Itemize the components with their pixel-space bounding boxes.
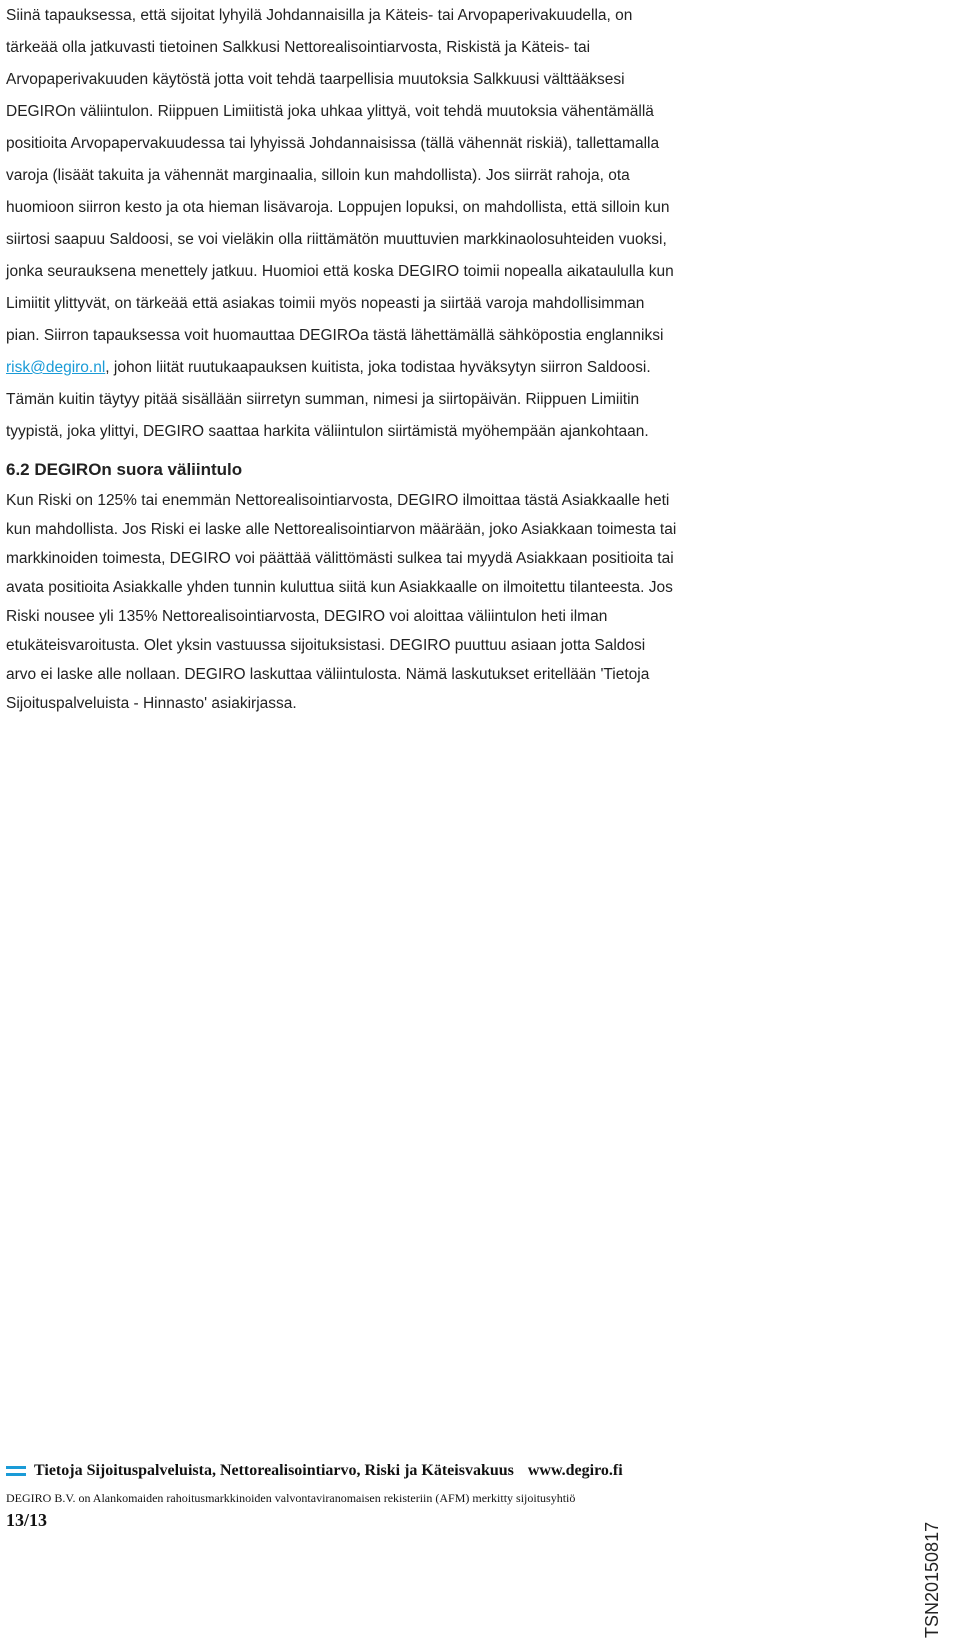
text-line: siirtosi saapuu Saldoosi, se voi vieläkin olla riittämätön muuttuvien markkinaolosuhteiden vuoksi, [6,231,667,248]
text-line: varoja (lisäät takuita ja vähennät marginaalia, silloin kun mahdollista). Jos siirrät rahoja, ota [6,167,630,184]
paragraph-direct-intervention [6,486,906,718]
page-number: 13/13 [6,1510,48,1530]
footer-title-row [6,1456,906,1486]
text-line: Siinä tapauksessa, että sijoitat lyhyilä Johdannaisilla ja Käteis- tai Arvopaperivakuudella, on [6,7,633,24]
text-line: kun mahdollista. Jos Riski ei laske alle Nettorealisointiarvon määrään, joko Asiakkaan toimesta tai [6,521,677,538]
text-line: Kun Riski on 125% tai enemmän Nettorealisointiarvosta, DEGIRO ilmoittaa tästä Asiakkaalle heti [6,492,670,509]
paragraph-margin-monitoring [6,0,906,448]
text-line: pian. Siirron tapauksessa voit huomauttaa DEGIROa tästä lähettämällä sähköpostia englanniksi [6,327,664,344]
text-line: positioita Arvopapervakuudessa tai lyhyissä Johdannaisissa (tällä vähennät riskiä), tallettamalla [6,135,660,152]
equals-logo-icon [6,1464,26,1478]
text-line: DEGIROn väliintulon. Riippuen Limiitistä joka uhkaa ylittyä, voit tehdä muutoksia vähentämällä [6,103,654,120]
text-line: tärkeää olla jatkuvasti tietoinen Salkkusi Nettorealisointiarvosta, Riskistä ja Käteis- tai [6,39,591,56]
text-line: Arvopaperivakuuden käytöstä jotta voit tehdä taarpellisia muutoksia Salkkuusi välttääksesi [6,71,625,88]
footer-title: Tietoja Sijoituspalveluista, Nettorealisointiarvo, Riski ja Käteisvakuus [34,1462,514,1479]
text-line-with-link [6,352,906,384]
footer-legal-text: DEGIRO B.V. on Alankomaiden rahoitusmarkkinoiden valvontaviranomaisen rekisteriin (AFM) merkitty sijoitusyhtiö [6,1491,576,1505]
text-after-link: , johon liität ruutukaapauksen kuitista, joka todistaa hyväksytyn siirron Saldoosi. [105,359,651,376]
text-line: Limiitit ylittyvät, on tärkeää että asiakas toimii myös nopeasti ja siirtää varoja mahdollisimman [6,295,645,312]
footer-website: www.degiro.fi [527,1462,623,1479]
document-code: TSN20150817 [922,1521,942,1638]
page-footer [6,1456,906,1532]
text-line: markkinoiden toimesta, DEGIRO voi päättää välittömästi sulkea tai myydä Asiakkaan positioita tai [6,550,674,567]
text-line: tyypistä, joka ylittyi, DEGIRO saattaa harkita väliintulon siirtämistä myöhempään ajankohtaan. [6,423,649,440]
text-line: avata positioita Asiakkalle yhden tunnin kuluttua siitä kun Asiakkaalle on ilmoitettu tilanteesta. Jos [6,579,673,596]
text-line: Tämän kuitin täytyy pitää sisällään siirretyn summan, nimesi ja siirtopäivän. Riippuen Limiitin [6,391,640,408]
text-line: huomioon siirron kesto ja ota hieman lisävaroja. Loppujen lopuksi, on mahdollista, että silloin kun [6,199,670,216]
section-heading: 6.2 DEGIROn suora väliintulo [6,460,243,479]
text-line: arvo ei laske alle nollaan. DEGIRO laskuttaa väliintulosta. Nämä laskutukset eritellään 'Tietoja [6,666,650,683]
text-line: etukäteisvaroitusta. Olet yksin vastuussa sijoituksistasi. DEGIRO puuttuu asiaan jotta Saldosi [6,637,646,654]
text-line: jonka seurauksena menettely jatkuu. Huomioi että koska DEGIRO toimii nopealla aikataululla kun [6,263,674,280]
text-line: Sijoituspalveluista - Hinnasto' asiakirjassa. [6,695,297,712]
risk-email-link[interactable]: risk@degiro.nl [6,359,106,376]
text-line: Riski nousee yli 135% Nettorealisointiarvosta, DEGIRO voi aloittaa väliintulon heti ilman [6,608,608,625]
